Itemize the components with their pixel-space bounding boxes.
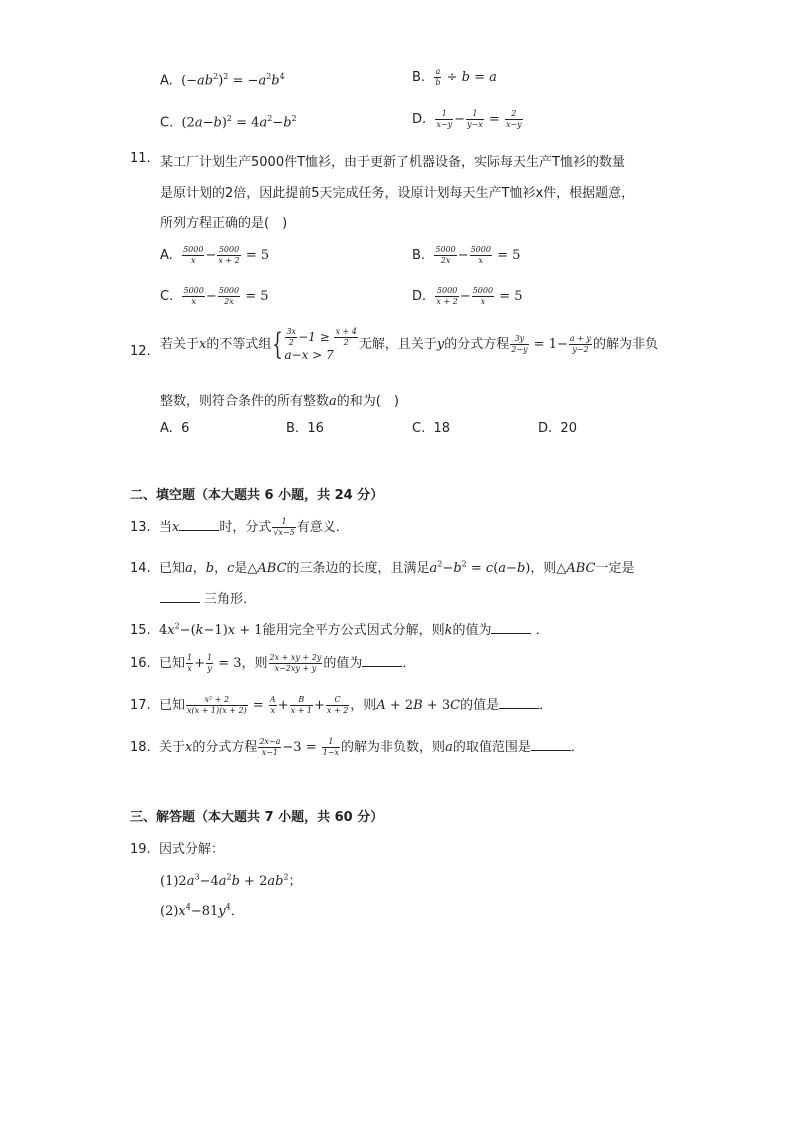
q15: 15. $4x^2-(k-1)x + 1$能用完全平方公式因式分解，则k的值为 ．	[130, 621, 549, 638]
section-2-heading: 二、填空题（本大题共 6 小题，共 24 分）	[130, 488, 384, 503]
q14-answer-blank[interactable]	[160, 591, 200, 603]
q12-option-b: B. 16	[286, 421, 324, 436]
q16-answer-blank[interactable]	[362, 655, 402, 667]
q12-line2: 整数，则符合条件的所有整数a的和为( )	[160, 394, 399, 409]
q13: 13. 当x 时，分式 $\frac{1}{√x-5}$ 有意义．	[130, 517, 349, 537]
q11-line1: 某工厂计划生产5000件T恤衫，由于更新了机器设备，实际每天生产T恤衫的数量	[160, 155, 625, 170]
q17: 17. 已知 $\frac{\text{x² + 2}}{x(x + 1)(x + 2)}$ = $\frac{A}{x}$ + $\frac{B}{x + 1}$ + $\frac{C}{x + 2}$ ，则A + 2B + 3C的值是 ．	[130, 695, 553, 715]
q16: 16. 已知 $\frac{1}{x}$ + $\frac{1}{y}$ = 3，则 $\frac{2x + xy + 2y}{x-2xy + y}$ 的值为 ．	[130, 653, 416, 673]
q13-answer-blank[interactable]	[179, 519, 219, 531]
q19-title: 19. 因式分解：	[130, 842, 224, 857]
q10-option-a: A. $(-ab^2)^2 = -a^2b^4$	[160, 72, 285, 89]
q12-option-a: A. 6	[160, 421, 190, 436]
q12-line1: 若关于x的不等式组{ $\frac{3x}{2}$ −1 ≥ $\frac{x + 4}{2}$ a−x > 7 无解，且关于y的分式方程 $\frac{3y}{2-y}$ = 1− $\frac{a + y}{y-2}$ 的解为非负	[160, 326, 658, 362]
q11-option-c: C. $\frac{5000}{x}$ − $\frac{5000}{2x}$ = 5	[160, 286, 269, 306]
q14-line2: 三角形．	[160, 588, 256, 607]
q11-option-a: A. $\frac{5000}{x}$ − $\frac{5000}{x + 2}$ = 5	[160, 245, 270, 265]
q18: 18. 关于x的分式方程 $\frac{2x-a}{x-1}$ −3 = $\frac{1}{1-x}$ 的解为非负数，则a的取值范围是 ．	[130, 737, 584, 757]
section-3-heading: 三、解答题（本大题共 7 小题，共 60 分）	[130, 810, 384, 825]
q10-option-d: D. $\frac{1}{x-y}$ − $\frac{1}{y-x}$ = $\frac{2}{x-y}$	[412, 109, 522, 129]
q10-option-b: B. $\frac{a}{b}$ ÷ b = a	[412, 67, 497, 87]
q19-part1: $(1)2a^3-4a^2b + 2ab^2$；	[160, 872, 302, 889]
q12-number: 12.	[130, 344, 151, 359]
q11-number: 11.	[130, 151, 151, 166]
q14-line1: 14. 已知a，b，c是△ABC的三条边的长度，且满足$a^2-b^2 = c(a-b)$，则△ABC一定是	[130, 559, 635, 576]
q11-line2: 是原计划的2倍，因此提前5天完成任务，设原计划每天生产T恤衫x件，根据题意，	[160, 186, 635, 201]
q15-answer-blank[interactable]	[491, 622, 531, 634]
q17-answer-blank[interactable]	[499, 697, 539, 709]
q18-answer-blank[interactable]	[531, 739, 571, 751]
q12-option-c: C. 18	[412, 421, 451, 436]
q11-line3: 所列方程正确的是( )	[160, 216, 288, 231]
q11-option-d: D. $\frac{5000}{x + 2}$ − $\frac{5000}{x}$ = 5	[412, 286, 523, 306]
q12-option-d: D. 20	[538, 421, 577, 436]
q11-option-b: B. $\frac{5000}{2x}$ − $\frac{5000}{x}$ = 5	[412, 245, 521, 265]
q19-part2: $(2)x^4-81y^4$．	[160, 902, 244, 919]
q10-option-c: C. $(2a-b)^2 = 4a^2-b^2$	[160, 114, 297, 131]
